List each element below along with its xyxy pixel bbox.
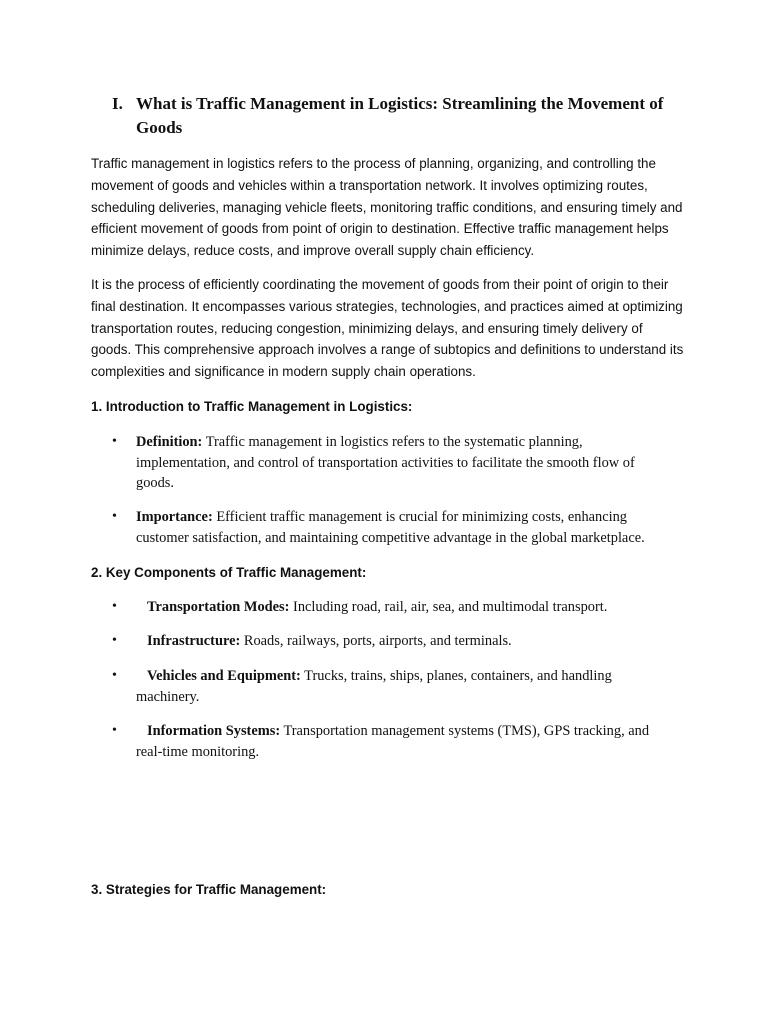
list-item-text: Trucks, trains, ships, planes, containers, and handling machinery.: [136, 668, 612, 705]
list-item-term: Importance:: [136, 509, 213, 525]
list-item-text: Traffic management in logistics refers to the systematic planning, implementation, and control of transportation activities to facilitate the smooth flow of goods.: [136, 434, 635, 491]
subheading-introduction: 1. Introduction to Traffic Management in Logistics:: [91, 399, 413, 414]
list-item-text: Efficient traffic management is crucial for minimizing costs, enhancing customer satisfaction, and maintaining competitive advantage in the global marketplace.: [136, 509, 645, 546]
list-item-transportation-modes: [112, 597, 676, 618]
list-item-term: Transportation Modes:: [147, 599, 290, 615]
list-item-vehicles-equipment: [112, 666, 676, 707]
list-item-infrastructure: [112, 631, 676, 652]
section-heading: [112, 92, 682, 140]
list-item-information-systems: [112, 721, 676, 762]
list-item-term: Definition:: [136, 434, 203, 450]
list-item-text: Roads, railways, ports, airports, and terminals.: [243, 633, 512, 649]
bullet-icon: •: [112, 668, 117, 683]
paragraph-1: Traffic management in logistics refers to the process of planning, organizing, and controlling the movement of goods and vehicles within a transportation network. It involves optimizing routes, scheduling deliveries, managing vehicle fleets, monitoring traffic conditions, and ensuring timely and efficient movement of goods from point of origin to destination. Effective traffic management helps minimize delays, reduce costs, and improve overall supply chain efficiency.: [91, 156, 683, 259]
heading-title: What is Traffic Management in Logistics: Streamlining the Movement of Goods: [136, 94, 664, 137]
subheading-strategies: 3. Strategies for Traffic Management:: [91, 882, 327, 897]
list-item-term: Information Systems:: [147, 723, 281, 739]
list-item-importance: [112, 507, 676, 548]
list-item-text: Transportation management systems (TMS), GPS tracking, and real-time monitoring.: [136, 723, 650, 760]
list-item-text: Including road, rail, air, sea, and multimodal transport.: [293, 599, 608, 615]
subheading-key-components: 2. Key Components of Traffic Management:: [91, 565, 367, 580]
heading-number: I.: [112, 94, 123, 113]
list-item-definition: [112, 432, 676, 494]
bullet-icon: •: [112, 509, 117, 524]
bullet-icon: •: [112, 633, 117, 648]
paragraph-2: It is the process of efficiently coordinating the movement of goods from their point of origin to their final destination. It encompasses various strategies, technologies, and practices aimed at optimizing transportation routes, reducing congestion, minimizing delays, and ensuring timely delivery of goods. This comprehensive approach involves a range of subtopics and definitions to understand its complexities and significance in modern supply chain operations.: [91, 277, 684, 380]
bullet-icon: •: [112, 723, 117, 738]
bullet-icon: •: [112, 599, 117, 614]
bullet-icon: •: [112, 434, 117, 449]
list-item-term: Infrastructure:: [147, 633, 241, 649]
list-item-term: Vehicles and Equipment:: [147, 668, 301, 684]
